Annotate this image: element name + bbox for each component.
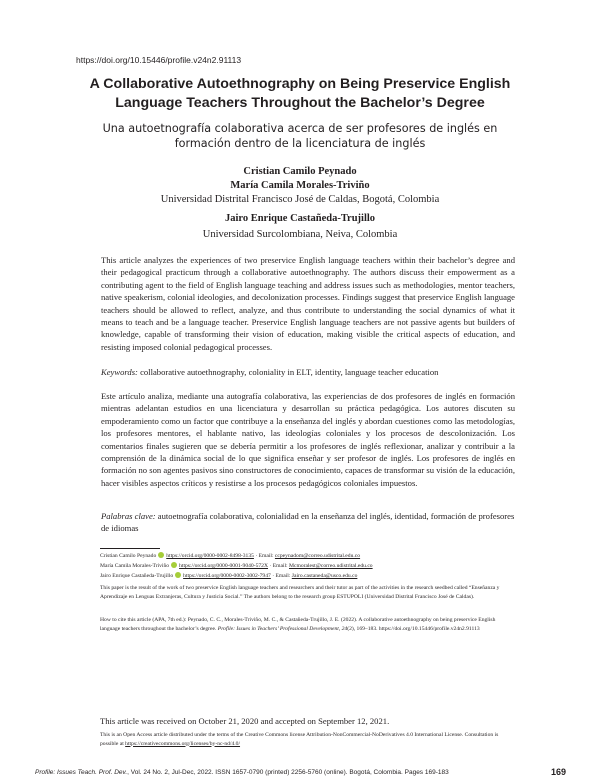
keywords-label: Palabras clave:: [101, 511, 156, 521]
page-footer: [35, 769, 545, 776]
keywords-label: Keywords:: [101, 367, 138, 377]
footnote-author: [100, 572, 515, 581]
author-name: Cristian Camilo Peynado: [243, 166, 357, 177]
keywords-english: [101, 366, 515, 378]
email-link[interactable]: Mcmoralest@correo.udistrital.edu.co: [289, 563, 373, 569]
author-affiliation: Universidad Distrital Francisco José de Caldas, Bogotá, Colombia: [160, 194, 440, 205]
email-label: · Email:: [253, 553, 275, 559]
footnote-author-name: María Camila Morales-Triviño: [100, 563, 170, 569]
cite-issue: (2), 169–183. https://doi.org/10.15446/profile.v24n2.91113: [347, 625, 480, 632]
email-link[interactable]: ccpeynadom@correo.udistrital.edu.co: [274, 553, 361, 559]
orcid-link[interactable]: https://orcid.org/0000-0002-8498-3135: [166, 553, 254, 559]
keywords-text: collaborative autoethnography, coloniality in ELT, identity, language teacher education: [137, 367, 439, 377]
how-to-cite: [100, 616, 515, 633]
orcid-link[interactable]: https://orcid.org/0000-0001-9040-572X: [179, 563, 269, 569]
footnote-author: [100, 562, 515, 571]
abstract-spanish: Este artículo analiza, mediante una autografía colaborativa, las experiencias de dos profesores de inglés en formación mientras adelantan estudios en una licenciatura y desarrollan su práctica pedagógica. Los autores discuten su empoderamiento como un factor que contribuye a la enseñanza del inglés y abordan cuestiones como las metodologías, los profesores mentores, el hablante nativo, las ideologías coloniales y los procesos de descolonización. Los comentarios finales sugieren que se debería permitir a los profesores de inglés reflexionar, analizar y contribuir a la comprensión de la dinámica social de lo que significa enseñar y ser profesor de inglés. Los profesores de inglés en formación no son agentes pasivos sino constructores de conocimiento, capaces de transformar su visión de la educación, hacer visibles aspectos críticos y resistirse a los procesos pedagógicos coloniales impuestos.: [101, 391, 515, 488]
footnote-author-name: Cristian Camilo Peynado: [100, 553, 157, 559]
author-name: Jairo Enrique Castañeda-Trujillo: [224, 213, 376, 224]
footer-journal: Profile: Issues Teach. Prof. Dev.: [35, 769, 128, 776]
cite-journal: Profile: Issues in Teachers’ Professional Development, 24: [217, 625, 348, 632]
orcid-link[interactable]: https://orcid.org/0000-0002-3002-7947: [183, 573, 271, 579]
footnote-author: [100, 552, 515, 561]
keywords-text: autoetnografía colaborativa, colonialidad en la enseñanza del inglés, identidad, formación de profesores de idiomas: [101, 511, 515, 534]
article-subtitle: Una autoetnografía colaborativa acerca de ser profesores de inglés en formación dentro de la licenciatura de inglés: [102, 122, 498, 150]
footer-details: , Vol. 24 No. 2, Jul-Dec, 2022. ISSN 1657-0790 (printed) 2256-5760 (online). Bogotá, Colombia. Pages 169-183: [127, 769, 449, 776]
footnote-paper-note: This paper is the result of the work of two preservice English language teachers and researchers and their tutor as part of the activities in the research seedbed called “Enseñanza y Aprendizaje en Lenguas Extranjeras, Cultura y Justicia Social.” The authors belong to the research group ESTUPOLI (Universidad Distrital Francisco José de Caldas).: [100, 585, 500, 600]
author-affiliation: Universidad Surcolombiana, Neiva, Colombia: [202, 229, 398, 240]
license-text: This is an Open Access article distributed under the terms of the Creative Commons license Attribution-NonCommercial-NoDerivatives 4.0 International License. Consultation is possible at: [100, 732, 499, 747]
orcid-icon: [171, 562, 177, 568]
license-note: [100, 731, 515, 748]
footnote-author-name: Jairo Enrique Castañeda-Trujillo: [100, 573, 174, 579]
license-link[interactable]: https://creativecommons.org/licenses/by-nc-nd/4.0/: [125, 740, 241, 747]
orcid-icon: [158, 552, 164, 558]
cite-text: How to cite this article (APA, 7th ed.): Peynado, C. C., Morales-Triviño, M. C., & Castañeda-Trujillo, J. E. (2022). A collaborative autoethnography on being preservice English language teachers throughout the bachelor’s degree.: [100, 617, 496, 632]
author-name: María Camila Morales-Triviño: [230, 180, 370, 191]
email-label: · Email:: [270, 573, 292, 579]
abstract-english: This article analyzes the experiences of two preservice English language teachers within their bachelor’s degree and their pedagogical practicum through a collaborative autoethnography. The authors discuss their empowerment as a contributing agent to the field of English language teaching and address issues such as methodologies, mentor teachers, native speakerism, colonial ideologies, and decolonization processes. Findings suggest that preservice English language teachers should be allowed to reflect, analyze, and thus contribute to understanding the social dynamics of what it means to teach and be a language teacher. Preservice English language teachers are not passive agents but builders of knowledge, capable of transforming their vision of education, making visible the critical aspects of education, and resisting imposed colonial pedagogical processes.: [101, 255, 515, 352]
article-title: A Collaborative Autoethnography on Being Preservice English Language Teachers Throughout the Bachelor’s Degree: [89, 76, 511, 111]
footnote-divider: [100, 548, 160, 549]
email-label: · Email:: [268, 563, 290, 569]
email-link[interactable]: Jairo.castaneda@usco.edu.co: [291, 573, 358, 579]
orcid-icon: [175, 572, 181, 578]
page-number: 169: [551, 767, 567, 777]
keywords-spanish: [101, 510, 515, 535]
doi-link[interactable]: https://doi.org/10.15446/profile.v24n2.91113: [76, 55, 242, 65]
received-accepted-note: This article was received on October 21, 2020 and accepted on September 12, 2021.: [100, 716, 390, 726]
